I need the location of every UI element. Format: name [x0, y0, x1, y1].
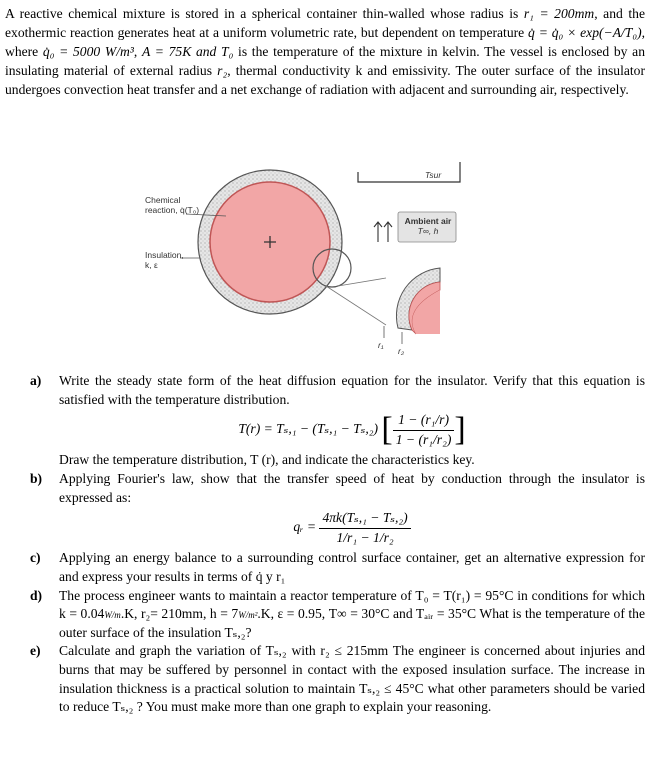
question-e-text: Calculate and graph the variation of Tₛ,₂ with r₂ ≤ 215mm The engineer is concerned about injuries and burns that may be suffered by personnel in contact with the exposed insulation surface. The increase in insulation thickness is a practical solution to maintain Tₛ,₂ ≤ 45°C what other parameters should be varied to reduce Tₛ,₂ ? You must make more than one graph to explain your reasoning. — [59, 643, 645, 715]
intro-paragraph — [5, 4, 645, 99]
question-c — [30, 549, 645, 586]
h-unit: W/m² — [238, 609, 258, 620]
k-unit: W/m — [104, 609, 121, 620]
sphere-diagram-svg — [140, 150, 480, 365]
temp-eq-fraction — [393, 411, 455, 449]
tsur-bracket — [358, 162, 460, 182]
question-a-label: a) — [30, 373, 42, 388]
r2-label: r₂ — [398, 346, 405, 356]
fourier-eq-lhs: qᵣ = — [293, 519, 317, 535]
question-list — [30, 372, 645, 717]
intro-text-2: , and the exothermic reaction generates heat at a uniform volumetric rate, but dependent on temperature — [5, 6, 645, 40]
question-d — [30, 587, 645, 643]
zoom-line-2 — [326, 286, 386, 325]
chem-label-line-1: Chemical — [145, 195, 181, 205]
problem-intro — [5, 4, 645, 99]
intro-text-1: A reactive chemical mixture is stored in a spherical container thin-walled whose radius is — [5, 6, 524, 21]
tsur-label: Tsur — [425, 170, 442, 180]
temp-eq-den: 1 − (r₁/r₂) — [395, 431, 452, 447]
bracket-left: [ — [381, 410, 393, 448]
ambient-label-line-1: Ambient air — [404, 216, 452, 226]
temperature-distribution-eq — [59, 411, 645, 449]
sphere-diagram — [140, 150, 480, 365]
r1-label: r₁ — [378, 340, 384, 350]
question-a-text: Write the steady state form of the heat diffusion equation for the insulator. Verify that this equation is satisfied with the temperature distribution. — [59, 373, 645, 407]
ambient-label-line-2: T∞, h — [417, 226, 439, 236]
fourier-eq-den: 1/r₁ − 1/r₂ — [336, 529, 394, 545]
insulation-label — [145, 250, 184, 270]
question-b — [30, 470, 645, 549]
question-e — [30, 642, 645, 716]
ambient-air-label — [402, 216, 454, 236]
question-b-text: Applying Fourier's law, show that the transfer speed of heat by conduction through the insulator is expressed as: — [59, 470, 645, 505]
q0-value: q̇₀ = 5000 W/m³ — [42, 44, 134, 59]
question-a — [30, 372, 645, 470]
question-c-label: c) — [30, 550, 41, 566]
question-b-body — [59, 470, 645, 549]
temp-eq-num: 1 − (r₁/r) — [393, 411, 455, 431]
question-b-label: b) — [30, 470, 43, 486]
question-e-label: e) — [30, 643, 41, 659]
ins-label-line-1: Insulation, — [145, 250, 184, 260]
question-d-text-1: The process engineer wants to maintain a reactor temperature of T₀ = T(r₁) = 95°C in conditions for which k = 0.04 — [59, 587, 645, 622]
a-value: A = 75K and T₀ — [141, 44, 234, 59]
fourier-eq-num: 4πk(Tₛ,₁ − Tₛ,₂) — [319, 509, 410, 529]
temp-eq-lhs: T(r) = Tₛ,₁ − (Tₛ,₁ − Tₛ,₂) — [238, 421, 378, 437]
intro-text-5: is the temperature of the mixture in kelvin. The vessel is enclosed by an insulating material of external radius — [5, 44, 646, 78]
question-d-body — [59, 587, 645, 643]
qdot-formula: q̇ = q̇₀ × exp(−A/T₀) — [528, 25, 642, 40]
question-d-text-3: .K, ε = 0.95, T∞ = 30°C and Tₐᵢᵣ = 35°C What is the temperature of the outer surface of the insulation Tₛ,₂? — [59, 606, 645, 640]
r1-value: r₁ = 200mm — [523, 6, 595, 21]
question-c-text: Applying an energy balance to a surrounding control surface container, get an alternative expression for and express your results in terms of q̇ y r₁ — [59, 550, 645, 584]
fourier-eq-fraction — [319, 509, 410, 547]
question-d-label: d) — [30, 587, 43, 603]
question-a-body — [59, 372, 645, 470]
intro-text-6: , thermal conductivity k and emissivity. The outer surface of the insulator undergoes convection heat transfer and a net exchange of radiation with adjacent and surrounding air, respectively. — [5, 63, 645, 97]
fourier-eq — [59, 509, 645, 547]
chemical-reaction-label — [145, 195, 199, 215]
bracket-right: ] — [454, 410, 466, 448]
ins-label-line-2: k, ε — [145, 260, 158, 270]
chem-label-line-2: reaction, q̇(T₀) — [145, 205, 200, 215]
question-d-text-2: .K, r₂= 210mm, h = 7 — [120, 606, 239, 622]
intro-text-4: , — [133, 44, 142, 59]
r2-symbol: r₂ — [217, 63, 228, 78]
convection-arrow-icon — [374, 222, 392, 242]
intro-text-3: , where — [5, 25, 646, 59]
question-a-text-2: Draw the temperature distribution, T (r), and indicate the characteristics key. — [59, 452, 475, 468]
